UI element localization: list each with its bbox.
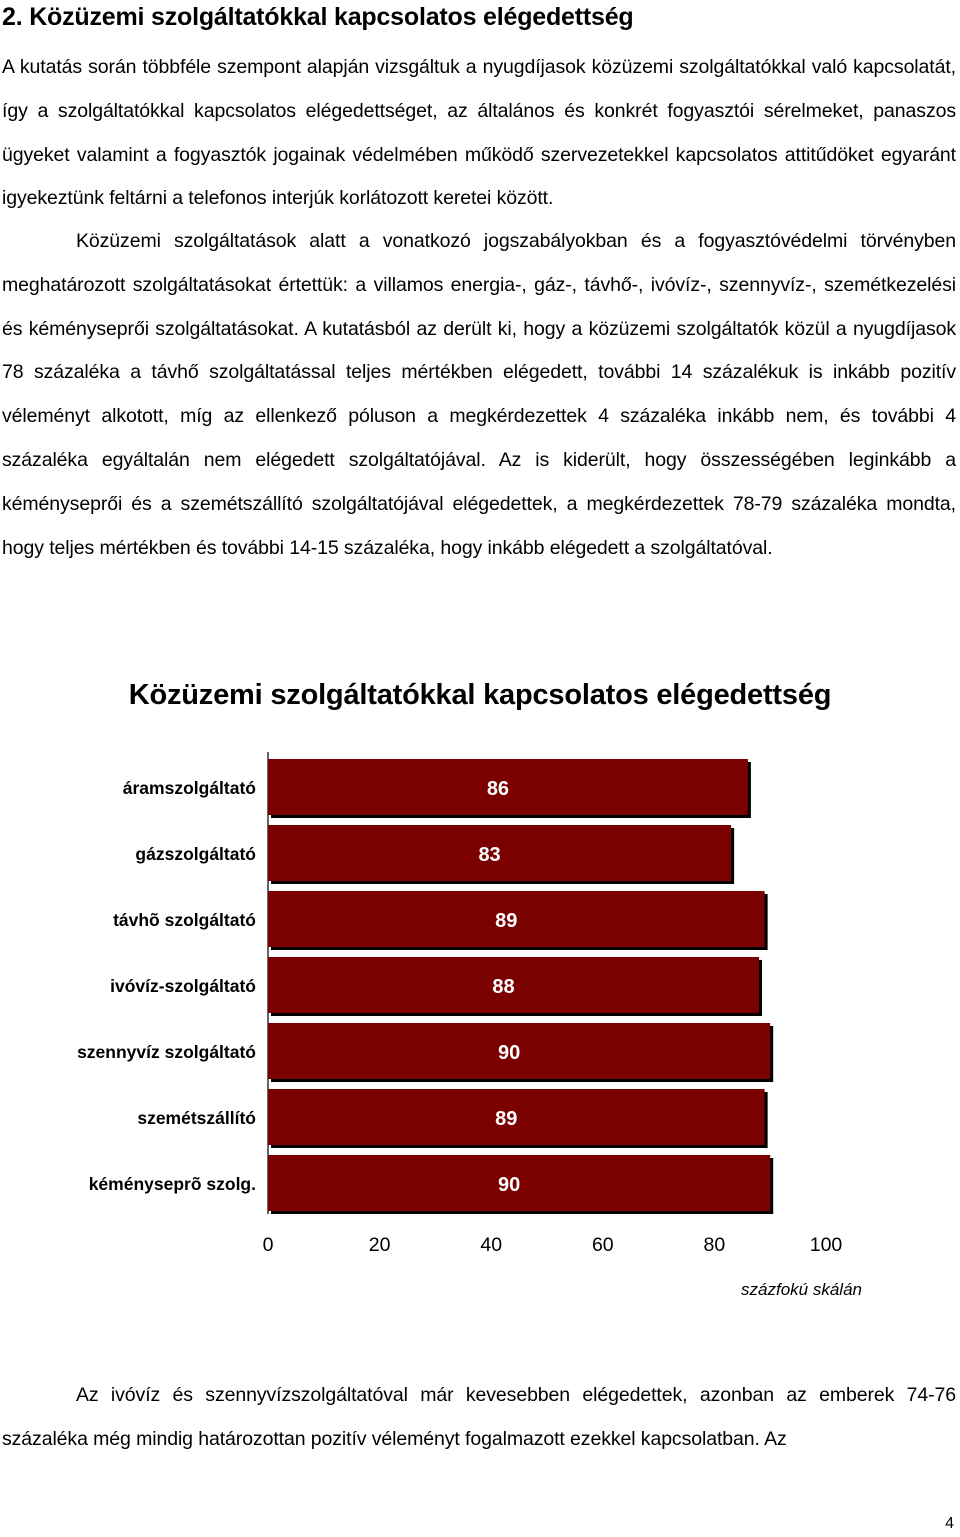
data-label: 88 — [492, 976, 515, 998]
data-label: 86 — [486, 778, 510, 800]
category-label: kéményseprõ szolg. — [88, 1174, 256, 1194]
x-tick-label: 100 — [809, 1234, 843, 1256]
x-tick-label: 20 — [368, 1234, 391, 1256]
x-tick-label: 60 — [591, 1234, 614, 1256]
category-label: szemétszállító — [137, 1108, 256, 1128]
paragraph-intro: A kutatás során többféle szempont alapján vizsgáltuk a nyugdíjasok közüzemi szolgáltatókkal való kapcsolatát, így a szolgáltatókkal kapcsolatos elégedettséget, az általános és konkrét fogyasztói sérelmeket, panaszos ügyeket valamint a fogyasztók jogainak védelmében működő szervezetekkel kapcsolatos attitűdöket egyaránt igyekeztünk feltárni a telefonos interjúk korlátozott keretei között. — [2, 56, 956, 210]
x-tick-label: 80 — [703, 1234, 726, 1256]
x-tick-label: 40 — [480, 1234, 503, 1256]
x-tick-label: 0 — [262, 1234, 274, 1256]
category-label: szennyvíz szolgáltató — [77, 1042, 256, 1062]
category-label: áramszolgáltató — [122, 778, 256, 798]
category-label: ivóvíz-szolgáltató — [110, 976, 256, 996]
data-label: 83 — [478, 844, 501, 866]
paragraph-services: Közüzemi szolgáltatások alatt a vonatkozó jogszabályokban és a fogyasztóvédelmi törvényben meghatározott szolgáltatásokat értettük: a villamos energia-, gáz-, távhő-, ivóvíz-, szennyvíz-, szemétkezelési és kéményseprői szolgáltatásokat. A kutatásból az derült ki, hogy a közüzemi szolgáltatók közül a nyugdíjasok 78 százaléka a távhő szolgáltatással teljes mértékben elégedett, további 14 százalékuk is inkább pozitív véleményt alkotott, míg az ellenkező póluson a megkérdezettek 4 százaléka inkább nem, és további 4 százaléka egyáltalán nem elégedett szolgáltatójával. Az is kiderült, hogy összességében leginkább a kéményseprői és a szemétszállító szolgáltatójával elégedettek, a megkérdezettek 78-79 százaléka mondta, hogy teljes mértékben és további 14-15 százaléka, hogy inkább elégedett a szolgáltatóval. — [2, 230, 956, 559]
data-label: 90 — [497, 1174, 521, 1196]
section-heading: 2. Közüzemi szolgáltatókkal kapcsolatos elégedettség — [2, 3, 634, 31]
data-label: 90 — [497, 1042, 521, 1064]
paragraph-water: Az ivóvíz és szennyvízszolgáltatóval már kevesebben elégedettek, azonban az emberek 74-76 százaléka még mindig határozottan pozitív véleményt fogalmazott ezekkel kapcsolatban. Az — [2, 1384, 956, 1450]
category-label: távhõ szolgáltató — [113, 910, 256, 930]
chart-title: Közüzemi szolgáltatókkal kapcsolatos elégedettség — [128, 679, 832, 711]
page-number: 4 — [945, 1515, 954, 1532]
data-label: 89 — [495, 910, 518, 932]
x-axis-label: százfokú skálán — [741, 1280, 862, 1299]
data-label: 89 — [495, 1108, 518, 1130]
category-label: gázszolgáltató — [135, 844, 256, 864]
